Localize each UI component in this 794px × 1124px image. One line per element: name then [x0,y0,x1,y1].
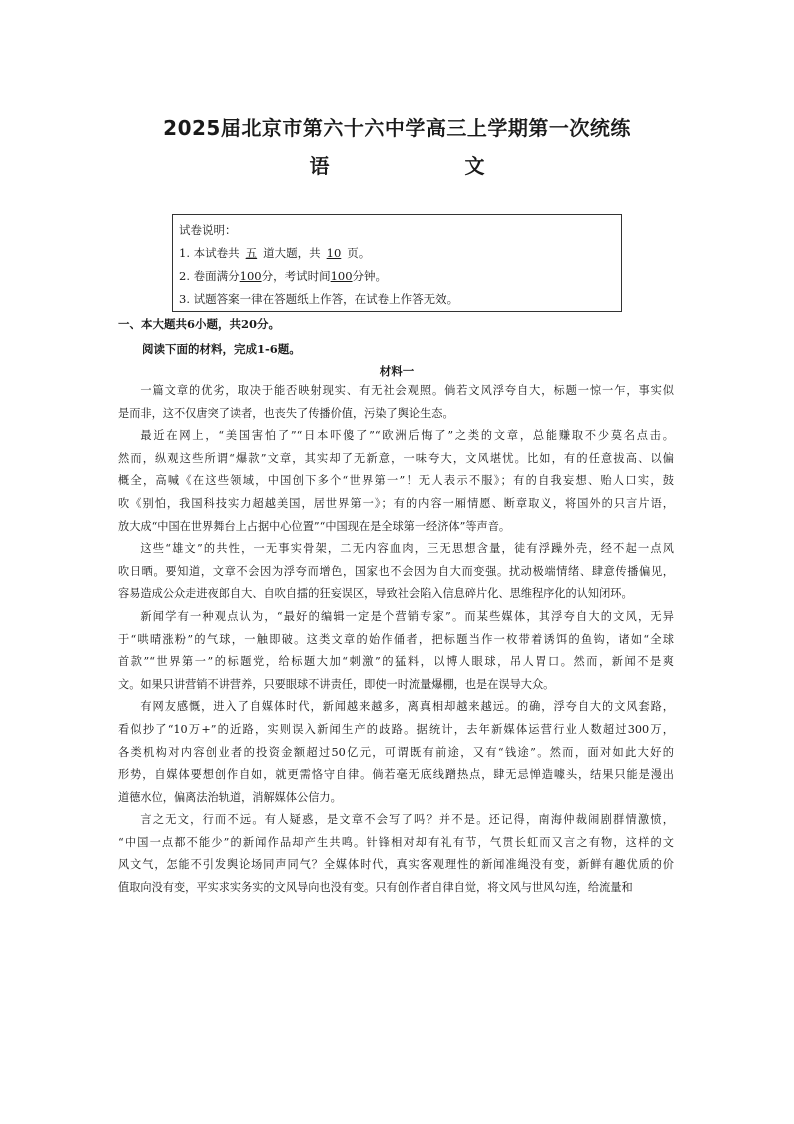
instruction-item-2 [179,265,615,288]
paragraph-line: 一篇文章的优劣，取决于能否映射现实、有无社会观照。倘若文风浮夸自大，标题一惊一乍，事实似 [140,384,674,397]
paragraph [118,809,674,899]
paragraph-line: 文。如果只讲营销不讲营养，只要眼球不讲责任，即使一时流量爆棚，也是在误导大众。 [118,677,555,691]
paragraph-line: 有网友感慨，进入了自媒体时代，新闻越来越多，离真相却越来越远。的确，浮夸自大的文风套路， [140,700,674,714]
paragraph-line: 值取向没有变，平实求实务实的文风导向也没有变。只有创作者自律自觉，将文风与世风勾连，给流量和 [118,881,633,895]
exam-title: 2025届北京市第六十六中学高三上学期第一次统练 [163,116,631,140]
paragraph-line: 首款”“世界第一”的标题党，给标题大加“刺激”的猛料，以博人眼球，吊人胃口。然而，新闻不是爽 [118,655,674,669]
paragraph-line: 言之无文，行而不远。有人疑惑，是文章不会写了吗？并不是。还记得，南海仲裁闹剧群情激愤， [140,813,674,827]
paragraph-line: 各类机构对内容创业者的投资金额超过50亿元，可谓既有前途，又有“钱途”。然而，面对如此大好的 [118,745,674,759]
paragraph-line: 道德水位，偏离法治轨道，消解媒体公信力。 [118,790,342,804]
paragraph [118,380,674,425]
paragraph-line: “中国一点都不能少”的新闻作品却产生共鸣。针锋相对却有礼有节，气贯长虹而又言之有物，这样的文 [118,835,674,849]
paragraph-line: 最近在网上，“美国害怕了”“日本吓傻了”“欧洲后悔了”之类的文章，总能赚取不少莫名点击。 [140,429,674,443]
paragraph-line: 于“哄晴涨粉”的气球，一触即破。这类文章的始作俑者，把标题当作一枚带着诱饵的鱼钩，诸如“全球 [118,632,674,646]
material-title: 材料一 [379,364,415,378]
subject-title: 语 文 [309,154,529,178]
instruction-1-suffix: 页。 [347,246,371,260]
paragraph-line: 然而，纵观这些所谓“爆款”文章，其实却了无新意，一味夸大，文风堪忧。比如，有的任意拔高、以偏 [118,451,674,465]
section-heading: 一、本大题共6小题，共20分。 [118,317,281,331]
paragraph-line: 容易造成公众走进夜郎自大、自吹自擂的狂妄误区，导致社会陷入信息碎片化、思维程序化的认知闭环。 [118,587,633,601]
paragraph [118,425,674,538]
paragraph-line: 新闻学有一种观点认为，“最好的编辑一定是个营销专家”。而某些媒体，其浮夸自大的文风，无异 [140,609,674,623]
instructions-heading: 试卷说明： [179,223,237,237]
instruction-2-prefix: 2. 卷面满分 [179,269,240,283]
instruction-item-1 [179,242,615,265]
paragraph-line: 放大成“中国在世界舞台上占据中心位置”“中国现在是全球第一经济体”等声音。 [118,519,511,533]
full-score: 100 [239,269,262,283]
paragraph [118,538,674,606]
instruction-1-middle: 道大题，共 [263,246,321,260]
paragraph-line: 形势，自媒体要想创作自如，就更需恪守自律。倘若毫无底线蹭热点，肆无忌惮造噱头，结果只能是漫出 [118,768,674,782]
paragraph-line: 是而非，这不仅唐突了读者，也丧失了传播价值，污染了舆论生态。 [118,406,454,420]
paragraph-line: 概全，高喊《在这些领域，中国创下多个“世界第一”！无人表示不服》；有的自我妄想、贻人口实，鼓 [118,474,674,488]
instruction-2-middle: 分，考试时间 [261,269,331,283]
instruction-item-3: 3. 试题答案一律在答题纸上作答，在试卷上作答无效。 [179,292,459,306]
page-count: 10 [326,246,342,260]
paragraph [118,606,674,696]
paragraph-line: 吹日晒。要知道，文章不会因为浮夸而增色，国家也不会因为自大而变强。扰动极端情绪、肆意传播偏见， [118,564,674,578]
paragraph-line: 看似抄了“10万+”的近路，实则误入新闻生产的歧路。据统计，去年新媒体运营行业人数超过300万， [118,722,674,736]
instruction-1-prefix: 1. 本试卷共 [179,246,240,260]
paragraph-line: 吹《别怕，我国科技实力超越美国，居世界第一》；有的内容一厢情愿、断章取义，将国外的只言片语， [118,496,674,510]
paragraph-line: 这些“雄文”的共性，一无事实骨架，二无内容血肉，三无思想含量，徒有浮躁外壳，经不起一点风 [140,542,674,556]
question-count: 五 [245,246,258,260]
reading-instruction: 阅读下面的材料，完成1-6题。 [142,342,301,356]
exam-instructions-box [172,214,622,312]
exam-duration: 100 [330,269,353,283]
material-body [118,380,674,900]
paragraph-line: 风文气，怎能不引发舆论场同声同气？全媒体时代，真实客观理性的新闻准绳没有变，新鲜有趣优质的价 [118,858,674,872]
paragraph [118,696,674,809]
instruction-2-suffix: 分钟。 [352,269,388,283]
